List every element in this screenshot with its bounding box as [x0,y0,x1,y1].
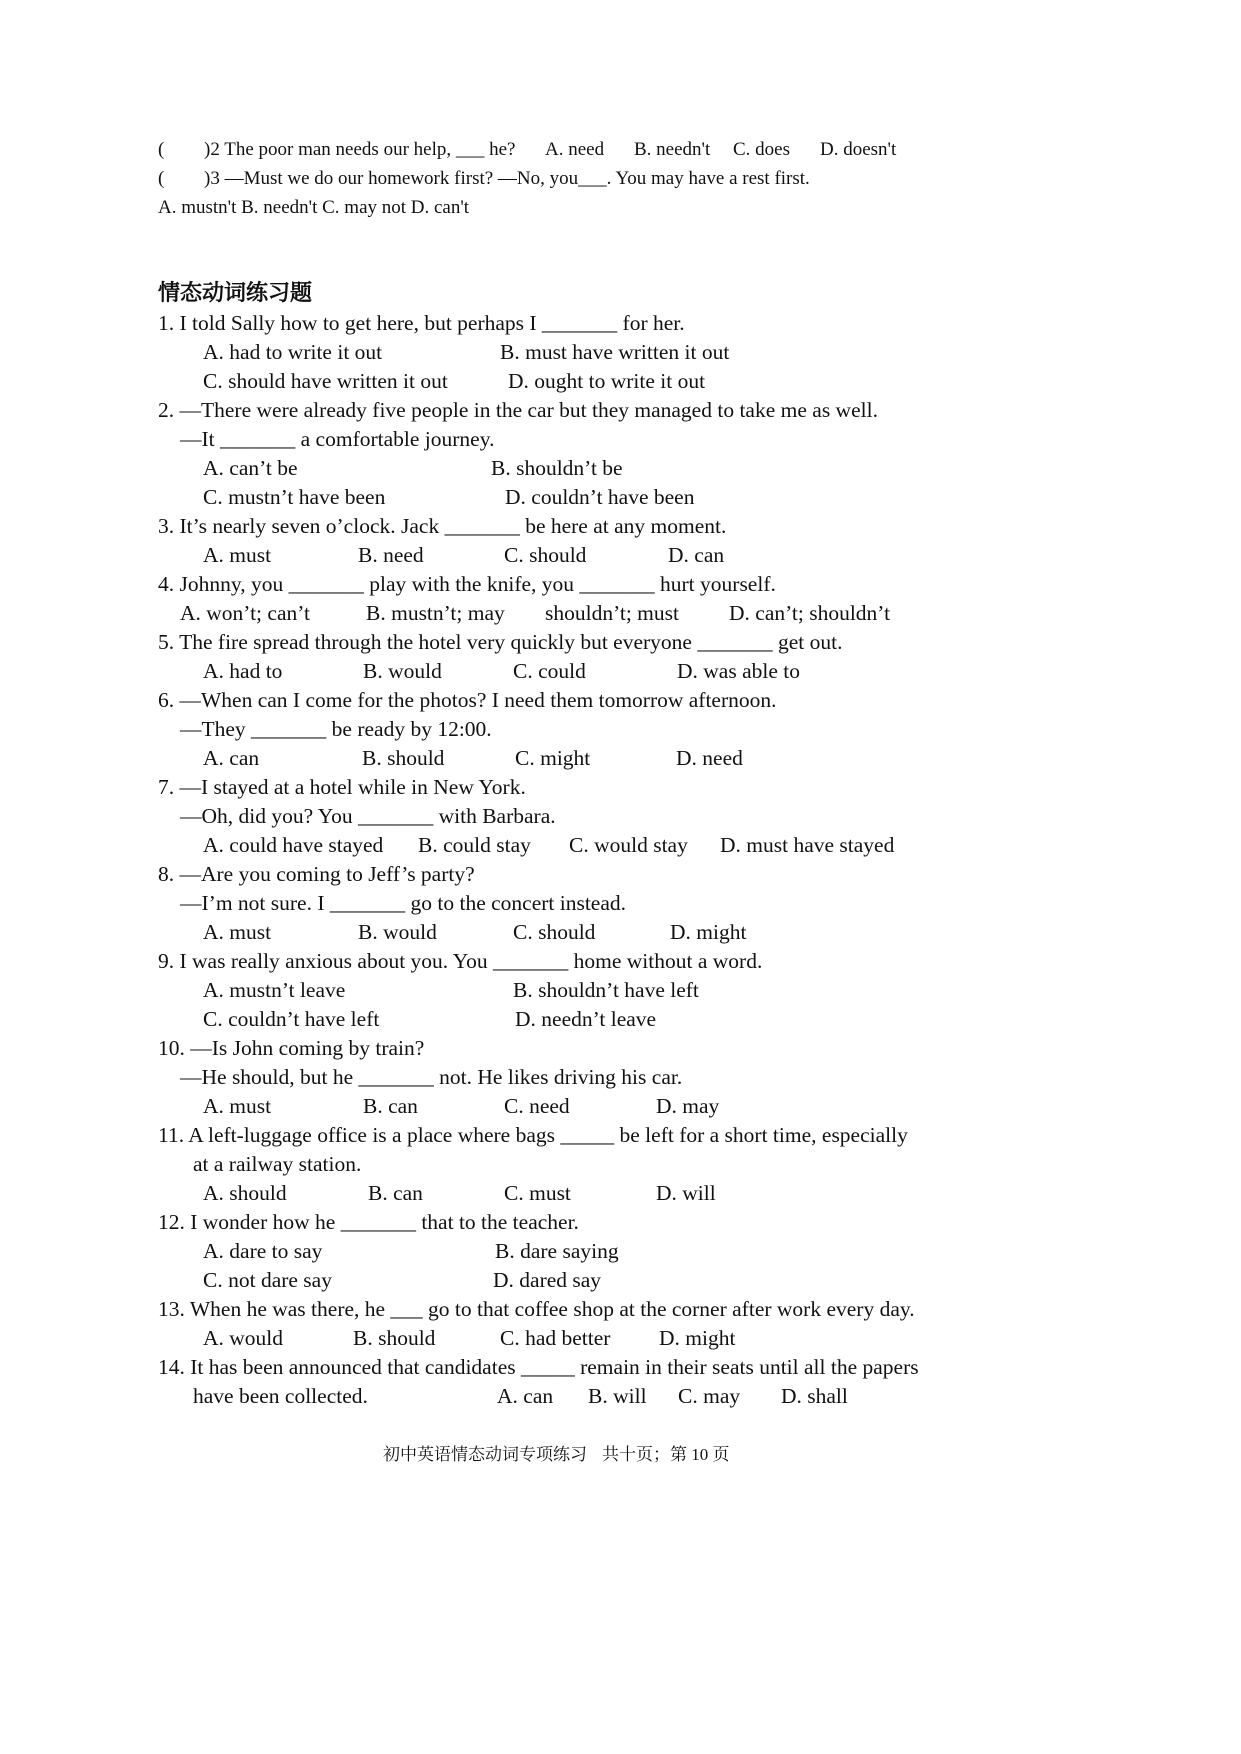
q8-stem-1: 8. —Are you coming to Jeff’s party? [158,862,475,886]
q2-option-d: D. doesn't [820,139,897,160]
q9-option-c: C. couldn’t have left [203,1007,380,1031]
q2-option-b: B. needn't [634,139,711,160]
q14-stem-1: 14. It has been announced that candidates _____ remain in their seats until all the papers [158,1355,919,1379]
q11-option-b: B. can [368,1181,423,1205]
q8-option-d: D. might [670,920,747,944]
q2-stem: )2 The poor man needs our help, ___ he? [204,139,516,160]
q13-stem: 13. When he was there, he ___ go to that coffee shop at the corner after work every day. [158,1297,915,1321]
q9-option-b: B. shouldn’t have left [513,978,699,1002]
q4-option-b: B. mustn’t; may [366,601,505,625]
q3b-option-d: D. can [668,543,725,567]
footer-title: 初中英语情态动词专项练习 [383,1445,587,1464]
q2b-stem-1: 2. —There were already five people in the car but they managed to take me as well. [158,398,878,422]
q12-option-d: D. dared say [493,1268,602,1292]
q5-option-c: C. could [513,659,586,683]
q10-stem-2: —He should, but he _______ not. He likes driving his car. [180,1065,683,1089]
q3b-option-a: A. must [203,543,272,567]
q2b-option-b: B. shouldn’t be [491,456,623,480]
q7-option-d: D. must have stayed [720,833,895,857]
q11-option-c: C. must [504,1181,571,1205]
q1-option-a: A. had to write it out [203,340,383,364]
q8-option-a: A. must [203,920,272,944]
q4-option-d: D. can’t; shouldn’t [729,601,891,625]
q6-option-a: A. can [203,746,260,770]
q7-option-c: C. would stay [569,833,688,857]
q2-paren: ( [158,139,165,160]
q14-option-b: B. will [588,1384,647,1408]
q9-option-a: A. mustn’t leave [203,978,346,1002]
q2b-stem-2: —It _______ a comfortable journey. [180,427,495,451]
q14-stem-2: have been collected. [193,1384,368,1408]
q2-option-c: C. does [733,139,790,160]
q12-option-b: B. dare saying [495,1239,619,1263]
q10-stem-1: 10. —Is John coming by train? [158,1036,425,1060]
q11-stem-1: 11. A left-luggage office is a place where bags _____ be left for a short time, especially [158,1123,908,1147]
q3-stem: )3 —Must we do our homework first? —No, you___. You may have a rest first. [204,168,810,189]
q11-option-a: A. should [203,1181,287,1205]
q7-stem-1: 7. —I stayed at a hotel while in New York. [158,775,526,799]
q9-stem: 9. I was really anxious about you. You _______ home without a word. [158,949,763,973]
footer-page-number: 共十页；第 10 页 [602,1445,730,1464]
q5-stem: 5. The fire spread through the hotel very quickly but everyone _______ get out. [158,630,843,654]
q3b-option-c: C. should [504,543,587,567]
q4-option-a: A. won’t; can’t [180,601,310,625]
q10-option-b: B. can [363,1094,418,1118]
q3b-stem: 3. It’s nearly seven o’clock. Jack _______ be here at any moment. [158,514,727,538]
q8-stem-2: —I’m not sure. I _______ go to the concert instead. [180,891,627,915]
q14-option-c: C. may [678,1384,741,1408]
q3-paren: ( [158,168,165,189]
q7-option-a: A. could have stayed [203,833,384,857]
q7-stem-2: —Oh, did you? You _______ with Barbara. [180,804,556,828]
q12-option-c: C. not dare say [203,1268,332,1292]
q5-option-b: B. would [363,659,442,683]
q11-stem-2: at a railway station. [193,1152,362,1176]
q12-option-a: A. dare to say [203,1239,323,1263]
q8-option-c: C. should [513,920,596,944]
q6-option-d: D. need [676,746,743,770]
q2b-option-c: C. mustn’t have been [203,485,386,509]
q7-option-b: B. could stay [418,833,531,857]
q12-stem: 12. I wonder how he _______ that to the teacher. [158,1210,579,1234]
q11-option-d: D. will [656,1181,716,1205]
q5-option-d: D. was able to [677,659,800,683]
q6-stem-1: 6. —When can I come for the photos? I need them tomorrow afternoon. [158,688,777,712]
q5-option-a: A. had to [203,659,283,683]
q14-option-d: D. shall [781,1384,848,1408]
q2b-option-a: A. can’t be [203,456,298,480]
q3-options: A. mustn't B. needn't C. may not D. can't [158,197,470,218]
q2b-option-d: D. couldn’t have been [505,485,695,509]
q6-option-c: C. might [515,746,591,770]
q13-option-d: D. might [659,1326,736,1350]
q1-stem: 1. I told Sally how to get here, but perhaps I _______ for her. [158,311,685,335]
q1-option-b: B. must have written it out [500,340,730,364]
q13-option-b: B. should [353,1326,436,1350]
q6-stem-2: —They _______ be ready by 12:00. [180,717,492,741]
q8-option-b: B. would [358,920,437,944]
q13-option-c: C. had better [500,1326,611,1350]
section-title: 情态动词练习题 [158,281,313,306]
q1-option-c: C. should have written it out [203,369,448,393]
q3b-option-b: B. need [358,543,424,567]
q9-option-d: D. needn’t leave [515,1007,657,1031]
q13-option-a: A. would [203,1326,284,1350]
q6-option-b: B. should [362,746,445,770]
q10-option-d: D. may [656,1094,720,1118]
q2-option-a: A. need [545,139,605,160]
q4-stem: 4. Johnny, you _______ play with the knife, you _______ hurt yourself. [158,572,776,596]
q1-option-d: D. ought to write it out [508,369,706,393]
q4-option-c: shouldn’t; must [545,601,679,625]
q10-option-c: C. need [504,1094,570,1118]
q14-option-a: A. can [497,1384,554,1408]
q10-option-a: A. must [203,1094,272,1118]
